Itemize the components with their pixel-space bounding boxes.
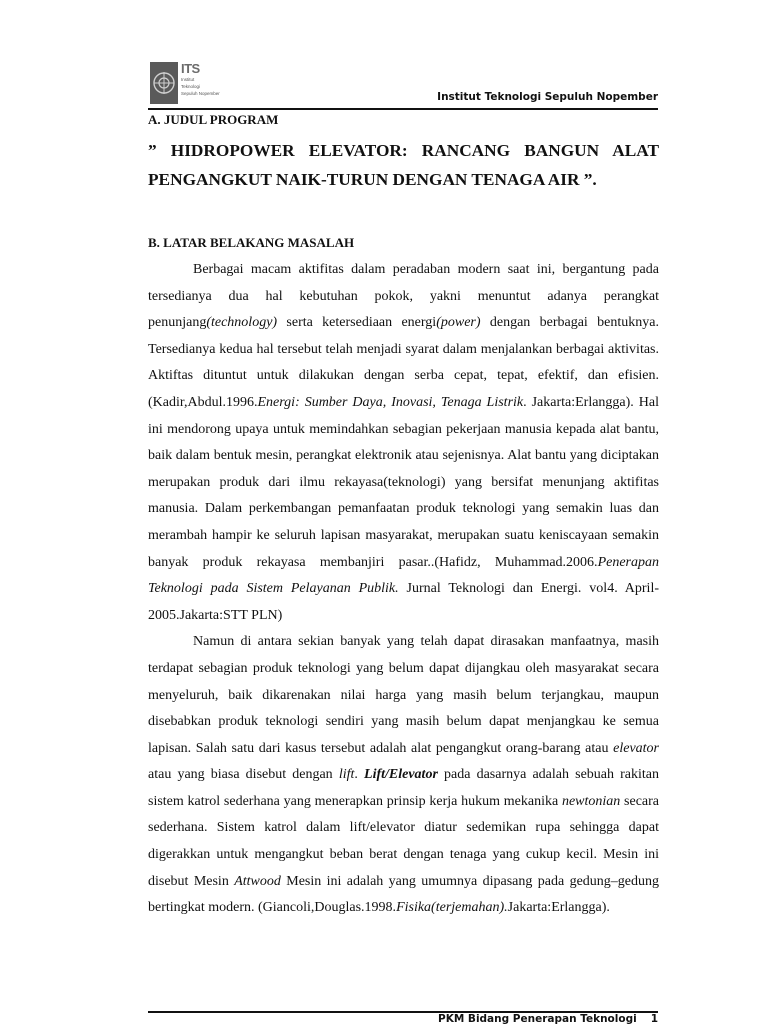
text-run: serta ketersediaan energi [277, 315, 437, 331]
italic-run: Attwood [234, 873, 281, 889]
header-institution: Institut Teknologi Sepuluh Nopember [437, 91, 658, 103]
text-run: Berbagai macam aktifitas dalam peradaban modern saat ini, bergantung pada tersedianya dua hal kebutuhan pokok, yakni menuntut adanya perangkat penunjang [148, 262, 659, 331]
program-title-line-2: PENGANGKUT NAIK-TURUN DENGAN TENAGA AIR ”. [148, 170, 597, 189]
text-run: atau yang biasa disebut dengan [148, 767, 339, 783]
page-footer [438, 1013, 658, 1025]
italic-run: (technology) [206, 315, 278, 331]
its-logo [150, 62, 228, 106]
section-b-body [148, 257, 659, 922]
italic-run: newtonian [561, 793, 621, 809]
section-b-heading: B. LATAR BELAKANG MASALAH [148, 235, 355, 250]
italic-run: Penerapan Teknologi pada Sistem Pelayanan Publik. [148, 554, 659, 597]
page-content [148, 112, 659, 922]
italic-run: Energi: Sumber Daya, Inovasi, Tenaga Listrik [257, 394, 524, 410]
program-title-line-1: ” HIDROPOWER ELEVATOR: RANCANG BANGUN ALAT [148, 141, 659, 160]
footer-label: PKM Bidang Penerapan Teknologi [438, 1013, 637, 1025]
logo-subtitle-line: Teknologi [181, 84, 201, 89]
italic-run: Fisika(terjemahan). [396, 900, 508, 916]
page-number: 1 [650, 1013, 658, 1025]
italic-run: lift [338, 767, 355, 783]
text-run: Mesin ini adalah yang umumnya dipasang pada gedung–gedung bertingkat modern. (Giancoli,Douglas.1998. [148, 873, 660, 916]
text-run: dengan berbagai bentuknya. Tersedianya kedua hal tersebut telah menjadi syarat dalam menjalankan berbagai aktivitas. Aktiftas dituntut untuk dilakukan dengan serba cepat, tepat, efektif, dan efisien. (Kadir,Abdul.1996. [148, 315, 659, 410]
paragraph-2 [148, 629, 659, 922]
italic-run: elevator [613, 740, 659, 756]
text-run: Namun di antara sekian banyak yang telah dapat dirasakan manfaatnya, masih terdapat sebagian produk teknologi yang belum dapat dijangkau oleh masyarakat secara menyeluruh, baik dikarenakan nilai harga yang masih belum terjangkau, maupun disebabkan produk teknologi sendiri yang masih belum dapat menjangkau ke semua lapisan. Salah satu dari kasus tersebut adalah alat pengangkut orang-barang atau [148, 634, 659, 756]
text-run: Jurnal Teknologi dan Energi. vol4. April-2005.Jakarta:STT PLN) [148, 581, 659, 623]
text-run: . [354, 767, 365, 783]
italic-run: (power) [436, 315, 481, 331]
its-emblem-icon [150, 62, 178, 104]
bold-italic-run: Lift/Elevator [364, 767, 438, 783]
section-a-heading: A. JUDUL PROGRAM [148, 112, 279, 127]
paragraph-1 [148, 257, 659, 629]
logo-subtitle-line: Sepuluh Nopember [181, 91, 220, 96]
program-title [148, 136, 659, 194]
text-run: secara sederhana. Sistem katrol dalam lift/elevator diatur sedemikan rupa sehingga dapat digerakkan untuk mengangkut beban berat dengan tenaga yang cukup kecil. Mesin ini disebut Mesin [148, 793, 659, 889]
logo-wordmark: ITS [181, 61, 200, 76]
header-rule [148, 108, 658, 110]
logo-subtitle-line: Institut [181, 77, 195, 82]
text-run: . Jakarta:Erlangga). Hal ini mendorong upaya untuk memindahkan sebagian pekerjaan manusia kepada alat bantu, baik dalam bentuk mesin, perangkat elektronik atau sejenisnya. Alat bantu yang diciptakan merupakan produk dari ilmu rekayasa(teknologi) yang bersifat menunjang aktifitas manusia. Dalam perkembangan pemanfaatan produk teknologi yang semakin luas dan merambah hampir ke seluruh lapisan masyarakat, merupakan suatu keniscayaan semakin banyak produk rekayasa membanjiri pasar..(Hafidz, Muhammad.2006. [148, 394, 659, 570]
text-run: pada dasarnya adalah sebuah rakitan sistem katrol sederhana yang menerapkan prinsip kerja hukum mekanika [148, 767, 660, 809]
text-run: Jakarta:Erlangga). [507, 900, 610, 916]
